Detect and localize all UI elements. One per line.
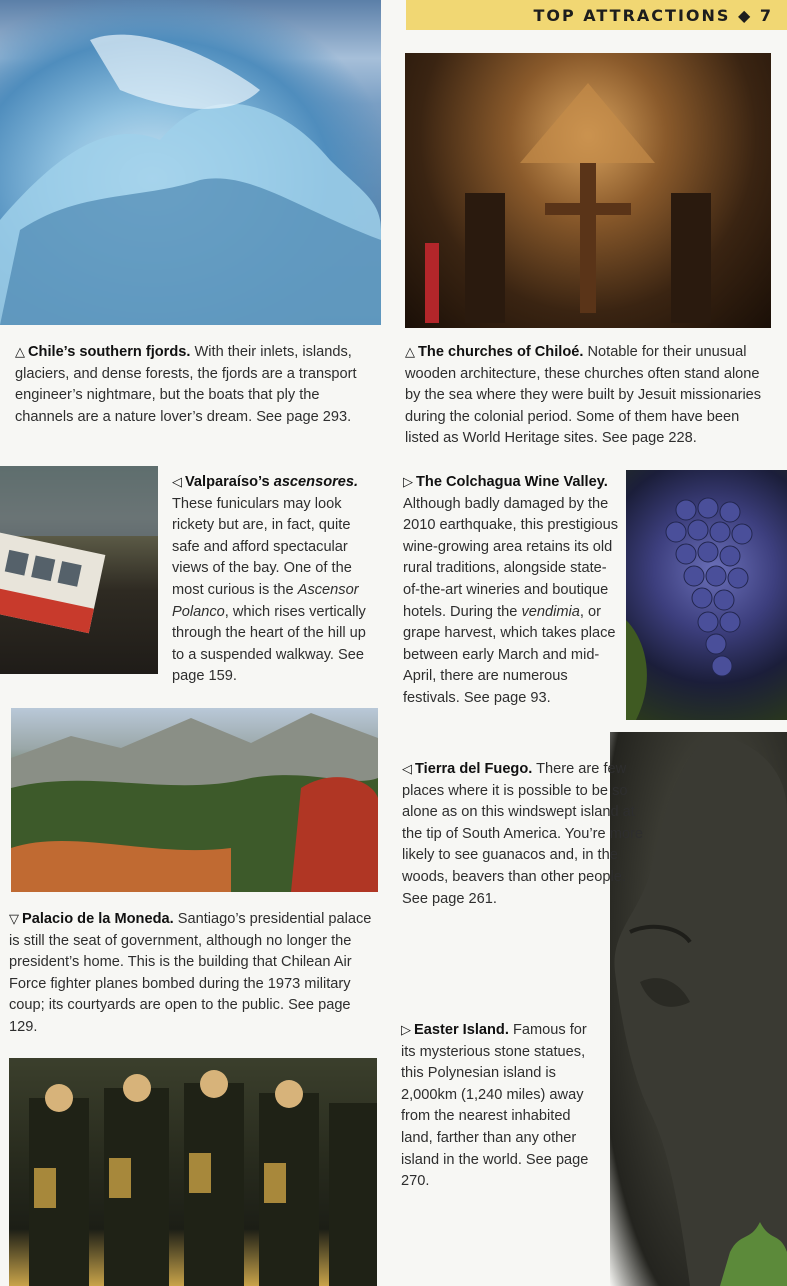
caption-title: The churches of Chiloé.: [418, 344, 584, 360]
caption-body: With their inlets, islands, glaciers, and dense forests, the fjords are a transport engineer’s nightmare, but the boats that ply the channels are a nature lover’s dream. See page 293.: [15, 344, 357, 425]
triangle-down-icon: ▽: [9, 912, 19, 927]
triangle-up-icon: △: [405, 345, 415, 360]
church-altar-illustration: [405, 53, 771, 328]
caption-title: The Colchagua Wine Valley.: [416, 474, 608, 490]
caption-title: Valparaíso’s ascensores.: [185, 474, 359, 490]
caption-title: Tierra del Fuego.: [415, 761, 533, 777]
grapes-illustration: [626, 470, 787, 720]
iceberg-illustration: [0, 0, 381, 325]
triangle-right-icon: ▷: [401, 1023, 411, 1038]
caption-body: These funiculars may look rickety but are, in fact, quite safe and afford spectacular views of the bay. One of the most curious is the Ascensor Polanco, which rises vertically through the heart of the hill up to a suspended walkway. See page 159.: [172, 495, 366, 685]
caption-title: Easter Island.: [414, 1022, 509, 1038]
photo-valparaiso-funicular: [0, 466, 158, 674]
triangle-left-icon: ◁: [172, 475, 182, 490]
triangle-left-icon: ◁: [402, 762, 412, 777]
photo-tierra-del-fuego: [11, 708, 378, 892]
caption-body: Although badly damaged by the 2010 earthquake, this prestigious wine-growing area retains its old rural traditions, alongside state-of-the-art wineries and boutique hotels. During the vendimia, or grape harvest, which takes place between early March and mid-April, there are numerous festivals. See page 93.: [403, 495, 618, 706]
caption-easter-island: [401, 1020, 591, 1193]
caption-tierra-del-fuego: [402, 759, 652, 910]
caption-moneda: [9, 909, 381, 1039]
guards-illustration: [9, 1058, 377, 1286]
caption-valparaiso: [172, 472, 380, 688]
caption-title: Chile’s southern fjords.: [28, 344, 191, 360]
section-header: [406, 0, 787, 30]
caption-title: Palacio de la Moneda.: [22, 911, 174, 927]
section-title: TOP ATTRACTIONS ◆ 7: [533, 5, 773, 25]
photo-colchagua-grapes: [626, 470, 787, 720]
triangle-right-icon: ▷: [403, 475, 413, 490]
funicular-illustration: [0, 466, 158, 674]
photo-chiloe-church: [405, 53, 771, 328]
caption-body: There are few places where it is possible to be so alone as on this windswept island at the tip of South America. You’re more likely to see guanacos and, in the woods, beavers than other people. See page 261.: [402, 761, 643, 907]
photo-moneda-guards: [9, 1058, 377, 1286]
mountain-illustration: [11, 708, 378, 892]
photo-fjords-iceberg: [0, 0, 381, 325]
caption-colchagua: [403, 472, 621, 710]
caption-body: Famous for its mysterious stone statues, this Polynesian island is 2,000km (1,240 miles) away from the nearest inhabited land, farther than any other island in the world. See page 270.: [401, 1022, 589, 1190]
caption-fjords: [15, 342, 377, 428]
caption-body: Santiago’s presidential palace is still the seat of government, although no longer the president’s home. This is the building that Chilean Air Force fighter planes bombed during the 1973 military coup; its courtyards are open to the public. See page 129.: [9, 911, 372, 1035]
caption-body: Notable for their unusual wooden architecture, these churches often stand alone by the sea where they were built by Jesuit missionaries during the colonial period. Some of them have been listed as World Heritage sites. See page 228.: [405, 344, 762, 447]
triangle-up-icon: △: [15, 345, 25, 360]
caption-chiloe: [405, 342, 775, 450]
